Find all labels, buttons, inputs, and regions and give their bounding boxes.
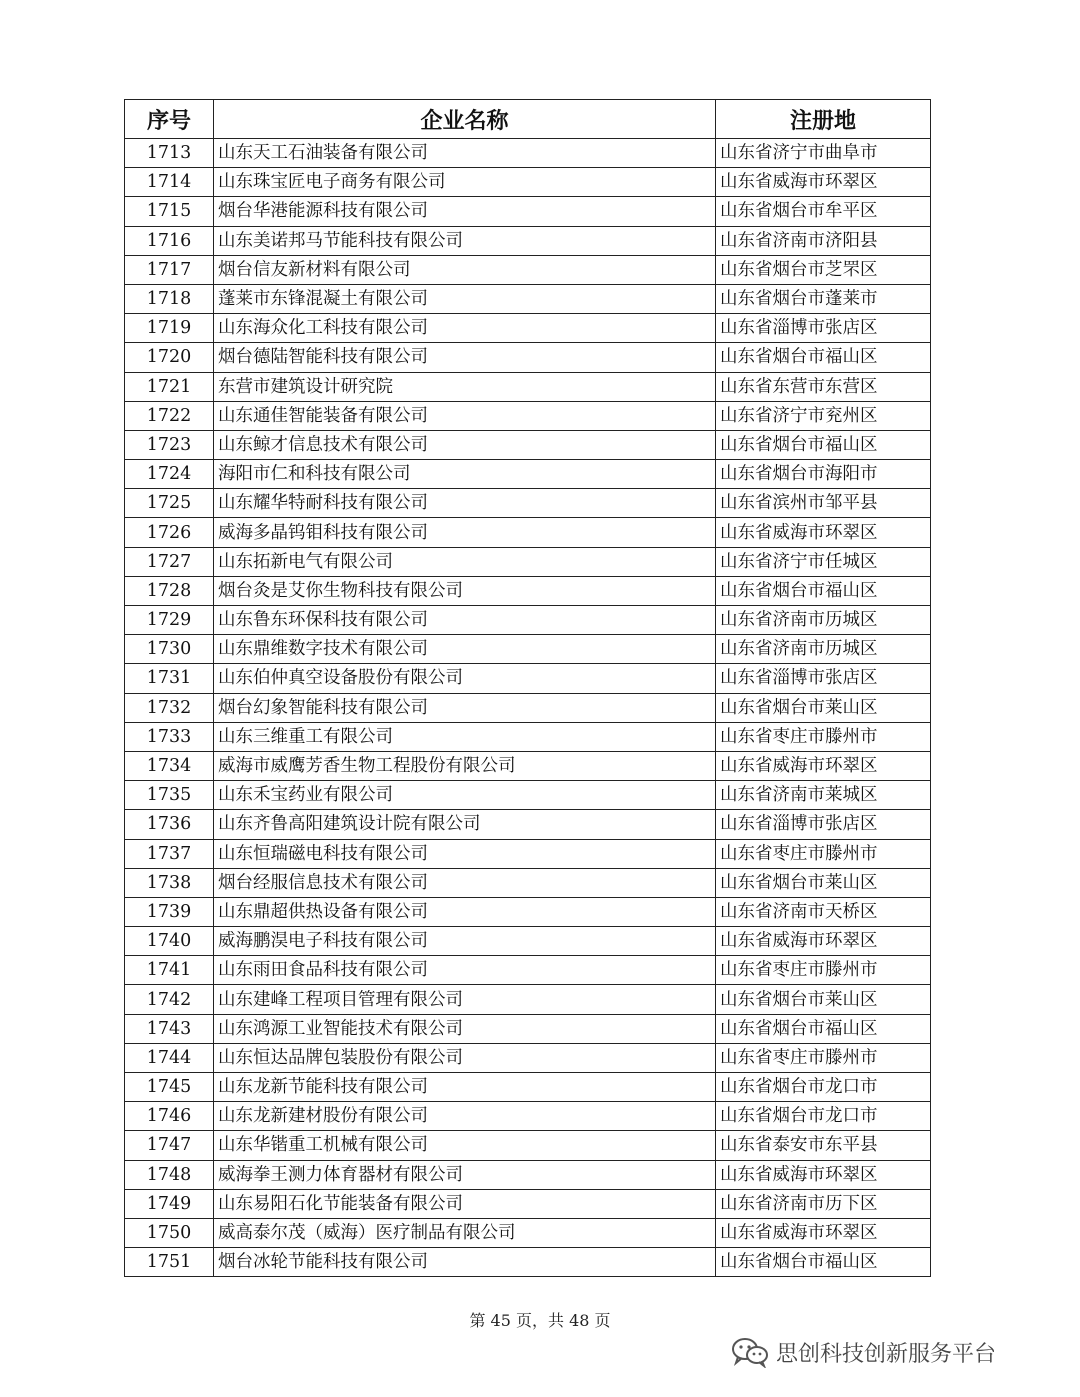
row-company-name: 海阳市仁和科技有限公司 xyxy=(214,460,716,489)
table-row xyxy=(125,343,931,372)
table-row xyxy=(125,518,931,547)
table-row xyxy=(125,460,931,489)
table-row xyxy=(125,635,931,664)
row-company-name: 山东易阳石化节能装备有限公司 xyxy=(214,1189,716,1218)
row-serial: 1714 xyxy=(125,168,214,197)
row-company-name: 烟台冰轮节能科技有限公司 xyxy=(214,1248,716,1277)
row-serial: 1722 xyxy=(125,401,214,430)
row-serial: 1728 xyxy=(125,576,214,605)
row-registration: 山东省烟台市福山区 xyxy=(716,1248,931,1277)
row-registration: 山东省枣庄市滕州市 xyxy=(716,1043,931,1072)
row-company-name: 山东拓新电气有限公司 xyxy=(214,547,716,576)
row-serial: 1742 xyxy=(125,985,214,1014)
row-serial: 1736 xyxy=(125,810,214,839)
row-registration: 山东省济南市历城区 xyxy=(716,606,931,635)
row-serial: 1730 xyxy=(125,635,214,664)
row-serial: 1751 xyxy=(125,1248,214,1277)
row-serial: 1749 xyxy=(125,1189,214,1218)
row-serial: 1717 xyxy=(125,255,214,284)
table-row xyxy=(125,226,931,255)
row-serial: 1716 xyxy=(125,226,214,255)
table-row xyxy=(125,1160,931,1189)
row-serial: 1748 xyxy=(125,1160,214,1189)
row-registration: 山东省烟台市莱山区 xyxy=(716,868,931,897)
row-company-name: 山东美诺邦马节能科技有限公司 xyxy=(214,226,716,255)
row-registration: 山东省烟台市芝罘区 xyxy=(716,255,931,284)
row-serial: 1745 xyxy=(125,1073,214,1102)
row-company-name: 山东鼎维数字技术有限公司 xyxy=(214,635,716,664)
watermark xyxy=(730,1334,996,1370)
row-company-name: 山东伯仲真空设备股份有限公司 xyxy=(214,664,716,693)
row-company-name: 烟台华港能源科技有限公司 xyxy=(214,197,716,226)
table-body xyxy=(125,139,931,1277)
table-row xyxy=(125,255,931,284)
watermark-text: 思创科技创新服务平台 xyxy=(776,1341,997,1367)
table-row xyxy=(125,1189,931,1218)
row-registration: 山东省烟台市福山区 xyxy=(716,576,931,605)
row-serial: 1732 xyxy=(125,693,214,722)
table-row xyxy=(125,897,931,926)
row-registration: 山东省威海市环翠区 xyxy=(716,1218,931,1247)
row-serial: 1737 xyxy=(125,839,214,868)
row-registration: 山东省济南市历下区 xyxy=(716,1189,931,1218)
row-registration: 山东省淄博市张店区 xyxy=(716,664,931,693)
row-company-name: 山东鲸才信息技术有限公司 xyxy=(214,430,716,459)
table-row xyxy=(125,168,931,197)
table-row xyxy=(125,576,931,605)
row-company-name: 山东鲁东环保科技有限公司 xyxy=(214,606,716,635)
table-row xyxy=(125,693,931,722)
row-registration: 山东省威海市环翠区 xyxy=(716,927,931,956)
row-company-name: 山东禾宝药业有限公司 xyxy=(214,781,716,810)
table-row xyxy=(125,664,931,693)
wechat-icon xyxy=(730,1336,770,1368)
row-registration: 山东省烟台市蓬莱市 xyxy=(716,284,931,313)
row-serial: 1729 xyxy=(125,606,214,635)
row-registration: 山东省烟台市福山区 xyxy=(716,343,931,372)
row-registration: 山东省枣庄市滕州市 xyxy=(716,722,931,751)
table-row xyxy=(125,839,931,868)
row-company-name: 烟台信友新材料有限公司 xyxy=(214,255,716,284)
row-company-name: 山东鸿源工业智能技术有限公司 xyxy=(214,1014,716,1043)
row-company-name: 威海多晶钨钼科技有限公司 xyxy=(214,518,716,547)
row-serial: 1725 xyxy=(125,489,214,518)
row-serial: 1719 xyxy=(125,314,214,343)
row-serial: 1720 xyxy=(125,343,214,372)
row-serial: 1740 xyxy=(125,927,214,956)
row-registration: 山东省淄博市张店区 xyxy=(716,810,931,839)
table-header-row xyxy=(125,100,931,139)
table-row xyxy=(125,372,931,401)
row-company-name: 威海市威鹰芳香生物工程股份有限公司 xyxy=(214,751,716,780)
row-company-name: 山东恒瑞磁电科技有限公司 xyxy=(214,839,716,868)
row-company-name: 山东珠宝匠电子商务有限公司 xyxy=(214,168,716,197)
row-registration: 山东省济宁市任城区 xyxy=(716,547,931,576)
row-registration: 山东省烟台市牟平区 xyxy=(716,197,931,226)
row-registration: 山东省烟台市福山区 xyxy=(716,430,931,459)
row-registration: 山东省威海市环翠区 xyxy=(716,1160,931,1189)
row-registration: 山东省东营市东营区 xyxy=(716,372,931,401)
row-registration: 山东省烟台市福山区 xyxy=(716,1014,931,1043)
row-serial: 1734 xyxy=(125,751,214,780)
table-row xyxy=(125,1102,931,1131)
table-row xyxy=(125,810,931,839)
row-serial: 1721 xyxy=(125,372,214,401)
row-company-name: 山东建峰工程项目管理有限公司 xyxy=(214,985,716,1014)
row-company-name: 山东通佳智能装备有限公司 xyxy=(214,401,716,430)
row-company-name: 威高泰尔茂（威海）医疗制品有限公司 xyxy=(214,1218,716,1247)
table-row xyxy=(125,547,931,576)
table-row xyxy=(125,430,931,459)
row-serial: 1718 xyxy=(125,284,214,313)
row-registration: 山东省烟台市海阳市 xyxy=(716,460,931,489)
table-row xyxy=(125,927,931,956)
row-registration: 山东省威海市环翠区 xyxy=(716,518,931,547)
row-serial: 1727 xyxy=(125,547,214,576)
header-registration: 注册地 xyxy=(716,100,931,139)
table-row xyxy=(125,985,931,1014)
table-row xyxy=(125,1073,931,1102)
page-number: 第 45 页，共 48 页 xyxy=(469,1311,611,1330)
header-company-name: 企业名称 xyxy=(214,100,716,139)
row-company-name: 山东鼎超供热设备有限公司 xyxy=(214,897,716,926)
row-company-name: 山东华锴重工机械有限公司 xyxy=(214,1131,716,1160)
row-registration: 山东省济南市天桥区 xyxy=(716,897,931,926)
row-registration: 山东省济南市历城区 xyxy=(716,635,931,664)
row-company-name: 山东耀华特耐科技有限公司 xyxy=(214,489,716,518)
row-registration: 山东省济宁市曲阜市 xyxy=(716,139,931,168)
row-registration: 山东省淄博市张店区 xyxy=(716,314,931,343)
row-serial: 1723 xyxy=(125,430,214,459)
row-company-name: 蓬莱市东锋混凝土有限公司 xyxy=(214,284,716,313)
row-serial: 1747 xyxy=(125,1131,214,1160)
row-company-name: 山东恒达品牌包装股份有限公司 xyxy=(214,1043,716,1072)
row-registration: 山东省威海市环翠区 xyxy=(716,751,931,780)
row-serial: 1735 xyxy=(125,781,214,810)
table-row xyxy=(125,284,931,313)
row-company-name: 烟台幻象智能科技有限公司 xyxy=(214,693,716,722)
table-row xyxy=(125,314,931,343)
table-row xyxy=(125,606,931,635)
table-row xyxy=(125,1014,931,1043)
table-row xyxy=(125,781,931,810)
company-table-container xyxy=(124,99,930,1277)
row-company-name: 山东龙新节能科技有限公司 xyxy=(214,1073,716,1102)
row-company-name: 山东海众化工科技有限公司 xyxy=(214,314,716,343)
row-serial: 1715 xyxy=(125,197,214,226)
company-table xyxy=(124,99,931,1277)
table-row xyxy=(125,1131,931,1160)
table-row xyxy=(125,1043,931,1072)
row-company-name: 山东雨田食品科技有限公司 xyxy=(214,956,716,985)
row-serial: 1731 xyxy=(125,664,214,693)
table-row xyxy=(125,489,931,518)
row-company-name: 山东三维重工有限公司 xyxy=(214,722,716,751)
row-serial: 1724 xyxy=(125,460,214,489)
row-company-name: 烟台灸是艾你生物科技有限公司 xyxy=(214,576,716,605)
table-row xyxy=(125,1248,931,1277)
row-registration: 山东省威海市环翠区 xyxy=(716,168,931,197)
row-company-name: 威海鹏淏电子科技有限公司 xyxy=(214,927,716,956)
row-serial: 1733 xyxy=(125,722,214,751)
row-company-name: 东营市建筑设计研究院 xyxy=(214,372,716,401)
table-row xyxy=(125,1218,931,1247)
row-company-name: 烟台经服信息技术有限公司 xyxy=(214,868,716,897)
row-serial: 1746 xyxy=(125,1102,214,1131)
row-registration: 山东省济宁市兖州区 xyxy=(716,401,931,430)
row-registration: 山东省枣庄市滕州市 xyxy=(716,956,931,985)
row-serial: 1741 xyxy=(125,956,214,985)
row-registration: 山东省济南市济阳县 xyxy=(716,226,931,255)
row-company-name: 山东齐鲁高阳建筑设计院有限公司 xyxy=(214,810,716,839)
header-serial: 序号 xyxy=(125,100,214,139)
row-serial: 1739 xyxy=(125,897,214,926)
row-serial: 1713 xyxy=(125,139,214,168)
table-row xyxy=(125,956,931,985)
row-registration: 山东省烟台市莱山区 xyxy=(716,693,931,722)
row-company-name: 山东龙新建材股份有限公司 xyxy=(214,1102,716,1131)
row-serial: 1744 xyxy=(125,1043,214,1072)
row-registration: 山东省滨州市邹平县 xyxy=(716,489,931,518)
row-registration: 山东省枣庄市滕州市 xyxy=(716,839,931,868)
table-row xyxy=(125,401,931,430)
table-row xyxy=(125,139,931,168)
table-row xyxy=(125,197,931,226)
row-company-name: 威海拳王测力体育器材有限公司 xyxy=(214,1160,716,1189)
row-serial: 1738 xyxy=(125,868,214,897)
table-row xyxy=(125,722,931,751)
row-company-name: 烟台德陆智能科技有限公司 xyxy=(214,343,716,372)
row-serial: 1750 xyxy=(125,1218,214,1247)
row-serial: 1743 xyxy=(125,1014,214,1043)
table-row xyxy=(125,868,931,897)
row-registration: 山东省烟台市龙口市 xyxy=(716,1073,931,1102)
table-row xyxy=(125,751,931,780)
row-registration: 山东省烟台市龙口市 xyxy=(716,1102,931,1131)
row-registration: 山东省济南市莱城区 xyxy=(716,781,931,810)
row-company-name: 山东天工石油装备有限公司 xyxy=(214,139,716,168)
row-registration: 山东省烟台市莱山区 xyxy=(716,985,931,1014)
row-serial: 1726 xyxy=(125,518,214,547)
row-registration: 山东省泰安市东平县 xyxy=(716,1131,931,1160)
